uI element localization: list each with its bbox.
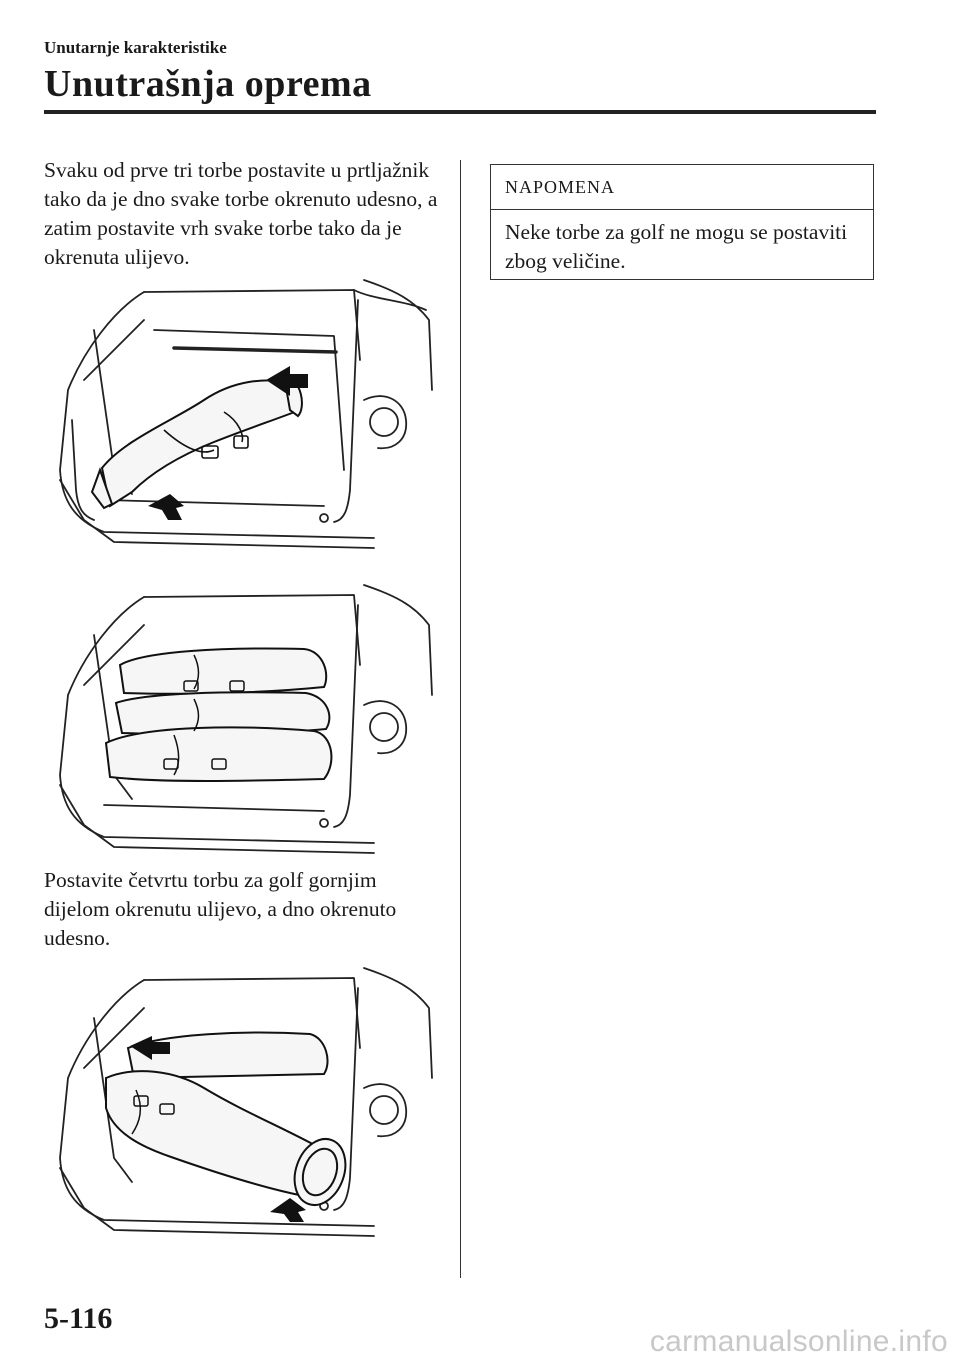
watermark: carmanualsonline.info xyxy=(649,1325,948,1358)
instruction-paragraph-1: Svaku od prve tri torbe postavite u prtljažnik tako da je dno svake torbe okrenuto udesno, a zatim postavite vrh svake torbe tako da je okrenuta ulijevo. xyxy=(44,158,438,269)
section-label: Unutarnje karakteristike xyxy=(44,38,227,57)
trunk-one-golf-bag-illustration xyxy=(44,270,436,560)
trunk-fourth-golf-bag-illustration xyxy=(44,958,436,1248)
trunk-three-golf-bags-illustration xyxy=(44,575,436,865)
note-box xyxy=(490,164,874,280)
note-text: Neke torbe za golf ne mogu se postaviti zbog veličine. xyxy=(505,220,848,273)
column-divider xyxy=(460,160,461,1278)
page-title: Unutrašnja oprema xyxy=(44,63,372,105)
note-heading: NAPOMENA xyxy=(491,165,873,210)
page-number: 5-116 xyxy=(44,1302,113,1335)
instruction-paragraph-2: Postavite četvrtu torbu za golf gornjim dijelom okrenutu ulijevo, a dno okrenuto udesno. xyxy=(44,868,397,950)
title-rule xyxy=(44,110,876,114)
